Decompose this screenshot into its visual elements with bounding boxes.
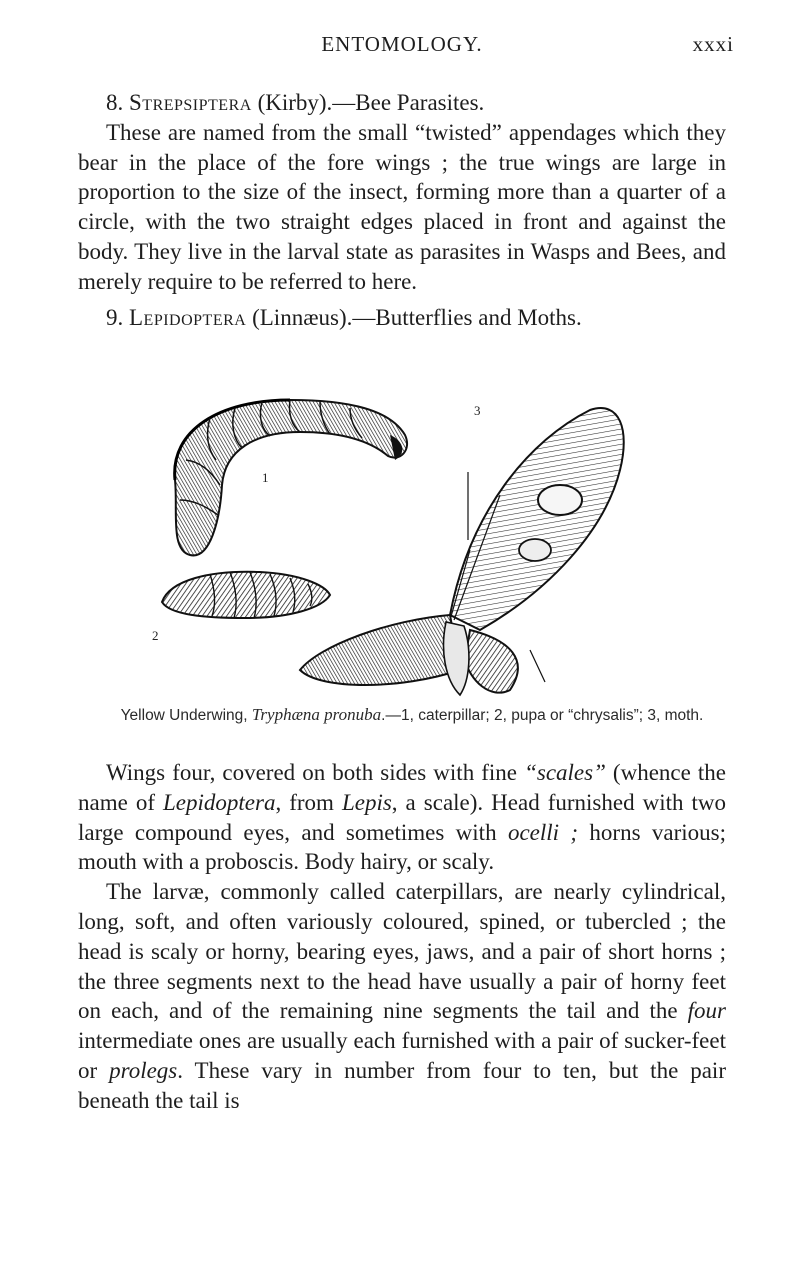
caption-latin-name: Tryphæna pronuba <box>251 705 382 724</box>
italic-term: Lepis <box>341 789 392 815</box>
section-body: These are named from the small “twisted” appendages which they bear in the place of the fore wings ; the true wings are large in proportion to the size of the insect, forming more than a quarter of a circle, with the two straight edges placed in front and against the body. They live in the larval state as parasites in Wasps and Bees, and merely require to be referred to here. <box>78 119 726 294</box>
italic-term: four <box>687 998 726 1024</box>
figure-label-2: 2 <box>152 628 159 643</box>
illustration-yellow-underwing <box>150 390 660 700</box>
engraving <box>150 390 660 700</box>
running-head-title: ENTOMOLOGY. <box>321 32 483 56</box>
section-heading-8 <box>78 88 726 118</box>
pupa-drawing <box>162 572 330 618</box>
text-run: intermediate ones are usually each furnished with a pair of sucker-feet or <box>78 1028 726 1083</box>
order-name: Strepsiptera <box>129 90 252 115</box>
italic-term: Lepidoptera <box>163 789 276 815</box>
figure-label-3: 3 <box>474 403 481 418</box>
lepidoptera-description <box>78 758 726 1116</box>
text-run: . These vary in number from four to ten, but the pair beneath the tail is <box>78 1057 726 1113</box>
running-head <box>70 32 734 58</box>
caption-common-name: Yellow Underwing, <box>120 707 252 724</box>
section-heading-9 <box>78 303 726 333</box>
order-authority: (Linnæus).—Butterflies and Moths. <box>252 304 582 330</box>
page-number: xxxi <box>692 32 734 56</box>
paragraph-wings <box>78 758 726 877</box>
section-strepsiptera <box>78 88 726 332</box>
text-run: Wings four, covered on both sides with fine <box>106 760 525 785</box>
paragraph-larvae <box>78 877 726 1115</box>
text-run: The larvæ, commonly called caterpillars, are nearly cylindrical, long, soft, and often variously coloured, spined, or tubercled ; the head is scaly or horny, bearing eyes, jaws, and a pair of short horns ; the three segments next to the head have usually a pair of horny feet on each, and of the remaining nine segments the tail and the <box>78 879 726 1024</box>
caterpillar-drawing <box>175 400 407 555</box>
text-run: , from <box>275 789 342 815</box>
figure-caption <box>112 705 712 725</box>
caption-legend: .—1, caterpillar; 2, pupa or “chrysalis”; 3, moth. <box>381 707 704 724</box>
figure-label-1: 1 <box>262 470 269 485</box>
text-run: , a scale). Head furnished with two large compound eyes, and sometimes with <box>78 789 726 845</box>
order-name: Lepidoptera <box>129 304 247 330</box>
section-number: 8. <box>106 90 124 115</box>
italic-term: “scales” <box>524 760 606 785</box>
text-run: (whence the name of <box>78 760 726 815</box>
section-number: 9. <box>106 304 124 330</box>
order-authority: (Kirby).—Bee Parasites. <box>257 90 485 115</box>
italic-term: prolegs <box>109 1057 178 1083</box>
italic-term: ocelli ; <box>507 819 579 845</box>
text-run: horns various; mouth with a proboscis. Body hairy, or scaly. <box>78 819 727 875</box>
moth-drawing <box>300 408 624 695</box>
